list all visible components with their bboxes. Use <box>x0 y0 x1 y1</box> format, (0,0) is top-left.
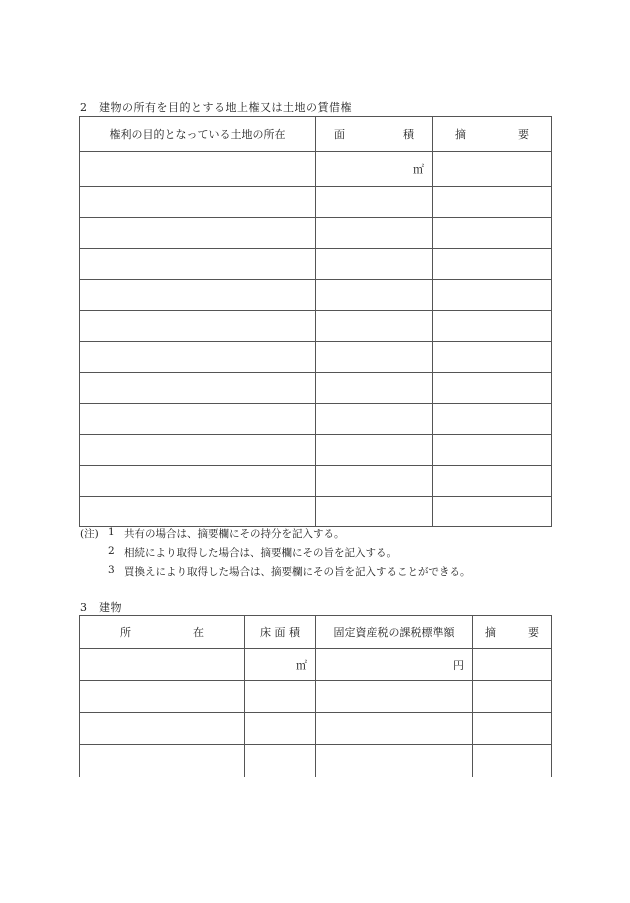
section2-title: 2 建物の所有を目的とする地上権又は土地の賃借権 <box>80 101 352 114</box>
table-row <box>80 649 552 681</box>
area-cell[interactable] <box>316 342 433 373</box>
header-area: 面 積 <box>316 117 433 152</box>
land-location-cell[interactable] <box>80 218 316 249</box>
land-location-cell[interactable] <box>80 249 316 280</box>
note-text: 共有の場合は、摘要欄にその持分を記入する。 <box>124 528 345 540</box>
square-meter-unit: ㎡ <box>413 163 424 176</box>
remarks-cell[interactable] <box>433 435 552 466</box>
remarks-cell[interactable] <box>433 152 552 187</box>
table-row <box>80 311 552 342</box>
note-item <box>80 564 471 583</box>
remarks-cell[interactable] <box>433 249 552 280</box>
table-row <box>80 497 552 527</box>
floor-area-cell[interactable] <box>245 745 316 777</box>
remarks-cell[interactable] <box>433 342 552 373</box>
building-location-cell[interactable] <box>80 713 245 745</box>
notes-prefix: (注) <box>80 528 99 540</box>
table-row <box>80 681 552 713</box>
land-location-cell[interactable] <box>80 435 316 466</box>
remarks-cell[interactable] <box>433 497 552 527</box>
note-number: 2 <box>108 545 115 557</box>
remarks-cell[interactable] <box>433 373 552 404</box>
yen-unit: 円 <box>453 658 464 672</box>
section3-title: 3 建物 <box>80 601 122 614</box>
tax-value-cell[interactable] <box>316 649 473 681</box>
table-row <box>80 187 552 218</box>
table-header-row <box>80 616 552 649</box>
floor-area-cell[interactable] <box>245 713 316 745</box>
area-cell[interactable] <box>316 466 433 497</box>
tax-value-cell[interactable] <box>316 713 473 745</box>
notes-block <box>80 526 471 583</box>
building-location-cell[interactable] <box>80 681 245 713</box>
area-cell[interactable] <box>316 373 433 404</box>
table-row <box>80 435 552 466</box>
header-floor-area: 床 面 積 <box>245 616 316 649</box>
land-location-cell[interactable] <box>80 311 316 342</box>
remarks-cell[interactable] <box>433 466 552 497</box>
remarks-cell[interactable] <box>433 218 552 249</box>
remarks-cell[interactable] <box>433 280 552 311</box>
table-row <box>80 342 552 373</box>
header-remarks: 摘 要 <box>433 117 552 152</box>
area-cell[interactable] <box>316 280 433 311</box>
area-cell[interactable] <box>316 497 433 527</box>
table-row <box>80 152 552 187</box>
land-location-cell[interactable] <box>80 373 316 404</box>
header-building-location: 所 在 <box>80 616 245 649</box>
remarks-cell[interactable] <box>473 713 552 745</box>
area-cell[interactable] <box>316 404 433 435</box>
land-rights-table <box>79 116 552 527</box>
buildings-table <box>79 615 552 777</box>
remarks-cell[interactable] <box>473 681 552 713</box>
area-cell[interactable] <box>316 187 433 218</box>
land-location-cell[interactable] <box>80 404 316 435</box>
table-row <box>80 249 552 280</box>
note-number: 1 <box>108 526 115 538</box>
header-tax-value: 固定資産税の課税標準額 <box>316 616 473 649</box>
tax-value-cell[interactable] <box>316 745 473 777</box>
table-row <box>80 713 552 745</box>
table-row <box>80 373 552 404</box>
remarks-cell[interactable] <box>433 187 552 218</box>
note-item <box>80 526 471 545</box>
floor-area-cell[interactable] <box>245 681 316 713</box>
table-row <box>80 280 552 311</box>
area-cell[interactable] <box>316 218 433 249</box>
land-location-cell[interactable] <box>80 342 316 373</box>
land-location-cell[interactable] <box>80 187 316 218</box>
floor-area-cell[interactable] <box>245 649 316 681</box>
area-cell[interactable] <box>316 311 433 342</box>
area-cell[interactable] <box>316 435 433 466</box>
table-row <box>80 218 552 249</box>
land-location-cell[interactable] <box>80 466 316 497</box>
remarks-cell[interactable] <box>473 649 552 681</box>
area-cell[interactable] <box>316 152 433 187</box>
square-meter-unit: ㎡ <box>296 658 307 672</box>
table-row <box>80 466 552 497</box>
remarks-cell[interactable] <box>473 745 552 777</box>
remarks-cell[interactable] <box>433 311 552 342</box>
building-location-cell[interactable] <box>80 745 245 777</box>
land-location-cell[interactable] <box>80 497 316 527</box>
land-location-cell[interactable] <box>80 280 316 311</box>
note-number: 3 <box>108 564 115 576</box>
note-text: 相続により取得した場合は、摘要欄にその旨を記入する。 <box>124 547 397 559</box>
header-land-location: 権利の目的となっている土地の所在 <box>80 117 316 152</box>
table-row <box>80 404 552 435</box>
table-header-row <box>80 117 552 152</box>
table-row <box>80 745 552 777</box>
remarks-cell[interactable] <box>433 404 552 435</box>
area-cell[interactable] <box>316 249 433 280</box>
note-text: 買換えにより取得した場合は、摘要欄にその旨を記入することができる。 <box>124 566 471 578</box>
building-location-cell[interactable] <box>80 649 245 681</box>
tax-value-cell[interactable] <box>316 681 473 713</box>
header-remarks: 摘 要 <box>473 616 552 649</box>
land-location-cell[interactable] <box>80 152 316 187</box>
note-item <box>80 545 471 564</box>
